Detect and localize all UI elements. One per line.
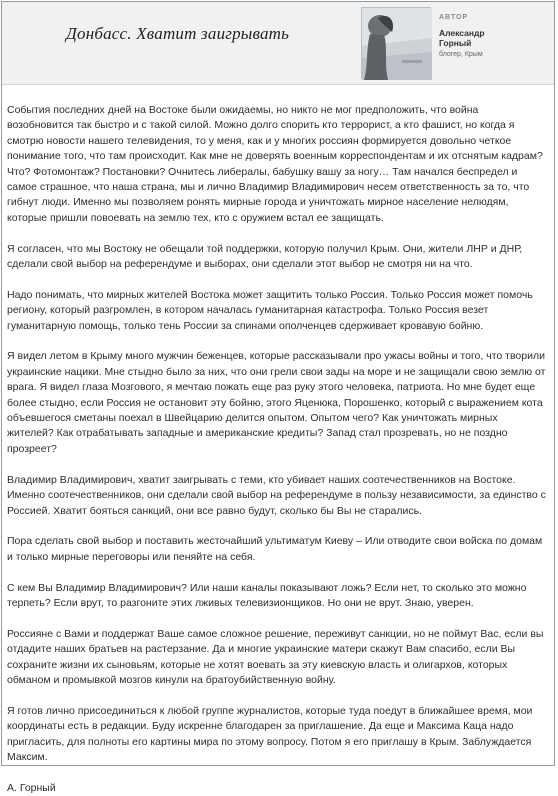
article-paragraph: Владимир Владимирович, хватит заигрывать с теми, кто убивает наших соотечественников на Востоке. Именно соотечественников, они сделали свой выбор на референдуме в пользу независимости, за единство с Россией. Хватит бояться санкций, они все равно будут, сколько бы Вы не старались. <box>7 473 546 517</box>
article-paragraph: Я готов лично присоединиться к любой группе журналистов, которые туда поедут в ближайшее время, мои координаты есть в редакции. Буду искренне благодарен за приглашение. Да еще и Максима Каца надо пригласить, для полноты его картины мира по этому вопросу. Потом я его приглашу в Крым. Заблуждается Максим. <box>7 704 533 763</box>
author-block <box>439 14 551 58</box>
article-header <box>2 2 554 85</box>
author-role: блогер, Крым <box>439 51 483 58</box>
article-title: Донбасс. Хватит заигрывать <box>66 24 290 43</box>
article-paragraph: Надо понимать, что мирных жителей Востока может защитить только Россия. Только Россия может помочь региону, который разгромлен, в котором началась гуманитарная катастрофа. Только Россия везет гуманитарную помощь, только тень России за спинами ополченцев сдерживает кровавую бойню. <box>7 288 533 332</box>
article-paragraph: С кем Вы Владимир Владимирович? Или наши каналы показывают ложь? Если нет, то сколько это можно терпеть? Если врут, то разгоните этих лживых телевизионщиков. Но они не врут. Знаю, уверен. <box>7 581 527 609</box>
article-signature: А. Горный <box>7 781 56 794</box>
author-name-link[interactable]: Александр Горный <box>439 28 485 48</box>
article-paragraph: Я видел летом в Крыму много мужчин беженцев, которые рассказывали про ужасы войны и того, что творили украинские нацики. Мне стыдно было за них, что они грели свои зады на море и не защищали свою землю от врага. Я видел глаза Мозгового, я мечтаю пожать еще раз руку этого человека, патриота. Но мне будет еще более стыдно, если Россия не остановит эту бойню, этого Яценюка, Порошенко, который с выражением кота объевшегося сметаны поехал в Швейцарию делится опытом. Опытом чего? Как уничтожать мирных жителей? Как отрабатывать западные и американские кредиты? Запад стал прозревать, но не поздно прозреет? <box>7 350 546 455</box>
page-frame <box>1 1 555 794</box>
author-label: АВТОР <box>439 14 469 21</box>
author-photo-image <box>362 8 432 80</box>
article-paragraph: Россияне с Вами и поддержат Ваше самое сложное решение, переживут санкции, но не поймут Вас, если вы отдадите наших братьев на растерзание. Да и многие украинские матери скажут Вам спасибо, если Вы сохраните жизни их сыновьям, которые не хотят воевать за эту киевскую власть и олигархов, которых обманом и промывкой мозгов кинули на братоубийственную войну. <box>7 627 544 686</box>
article-paragraph: Пора сделать свой выбор и поставить жесточайший ультиматум Киеву – Или отводите свои войска по домам и только мирные переговоры или пеняйте на себя. <box>7 535 543 563</box>
article-paragraph: Я согласен, что мы Востоку не обещали той поддержки, которую получил Крым. Они, жители ЛНР и ДНР, сделали свой выбор на референдуме и выборах, они сделали этот выбор не смотря ни на что. <box>7 242 523 271</box>
author-photo[interactable] <box>361 7 431 79</box>
article-body <box>7 103 547 796</box>
article-paragraph: События последних дней на Востоке были ожидаемы, но никто не мог предположить, что война возобновится так быстро и с такой силой. Можно долго спорить кто террорист, а кто фашист, но когда я смотрю новости нашего телевидения, то у меня, как и у многих россиян формируется довольно четкое понимание того, что там происходит. Как мне не доверять военным корреспондентам и их отснятым кадрам? Что? Фотомонтаж? Постановки? Очнитесь либералы, бабушку вашу за ногу… Там начался беспредел и самое страшное, что наша страна, мы и лично Владимир Владимирович несем ответственность за то, что гибнут люди. Именно мы позволяем ронять мирные города и уничтожать мирное население нелюдям, которые пришли повоевать на землю тех, кто с оружием встал ее защищать. <box>7 104 543 224</box>
